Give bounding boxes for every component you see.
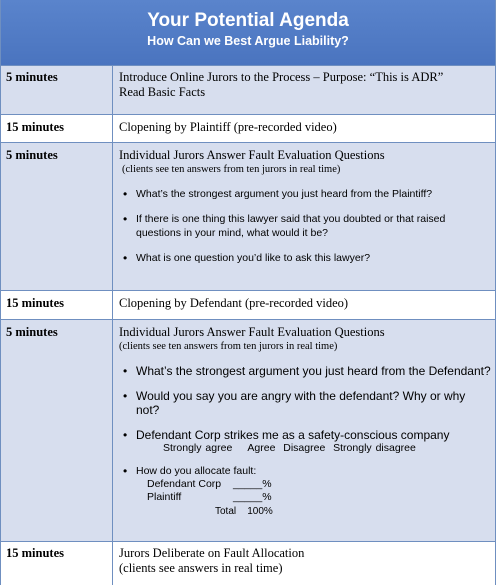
duration-cell: 5 minutes [1,320,113,541]
question-list [119,364,491,442]
list-item: • What is one question you’d like to ask this lawyer? [123,251,371,265]
allocation-row [147,478,491,491]
agenda-header [1,0,495,65]
scale-option: Disagree [283,442,326,454]
scale-option: Strongly disagree [333,442,416,454]
activity-text: Jurors Deliberate on Fault Allocation [119,546,305,560]
question-list [119,187,491,265]
allocation-list [119,464,491,478]
activity-note: (clients see ten answers from ten jurors in real time) [119,341,338,352]
bullet-icon: • [123,464,128,478]
activity-note: (clients see ten answers from ten jurors in real time) [122,164,341,175]
table-row [1,114,495,142]
agenda-title: Your Potential Agenda [147,10,349,31]
table-row [1,65,495,114]
bullet-icon: • [123,187,128,201]
allocation-table [147,478,491,518]
scale-option: Agree [247,442,276,454]
duration-cell: 15 minutes [1,542,113,585]
duration-cell: 15 minutes [1,115,113,142]
agreement-scale [163,442,491,454]
activity-cell [113,542,495,585]
allocation-blank: _____% [233,478,272,490]
list-item: • Defendant Corp strikes me as a safety-conscious company [123,428,450,442]
bullet-icon: • [123,212,128,226]
allocation-total [215,505,491,518]
activity-cell [113,291,495,319]
table-row [1,319,495,541]
activity-text: Introduce Online Jurors to the Process – Purpose: “This is ADR” [119,70,444,84]
list-item: • What’s the strongest argument you just heard from the Plaintiff? [123,187,433,201]
total-label: Total [215,506,237,517]
activity-text: Read Basic Facts [119,85,206,99]
scale-option: Strongly agree [163,442,233,454]
activity-cell [113,115,495,142]
activity-text: Individual Jurors Answer Fault Evaluation Questions [119,148,385,162]
duration-cell: 5 minutes [1,66,113,114]
table-row [1,290,495,319]
list-item: • How do you allocate fault: [123,464,257,478]
bullet-icon: • [123,428,128,442]
allocation-party: Defendant Corp [147,478,222,490]
duration-cell: 15 minutes [1,291,113,319]
activity-text: Clopening by Defendant (pre-recorded video) [119,296,349,310]
table-row [1,142,495,290]
bullet-icon: • [123,251,128,265]
bullet-icon: • [123,389,128,403]
agenda-subtitle: How Can we Best Argue Liability? [147,34,349,48]
bullet-icon: • [123,364,128,378]
list-item: • Would you say you are angry with the defendant? Why or why not? [123,389,466,417]
table-row [1,541,495,585]
allocation-party: Plaintiff [147,491,182,503]
activity-cell [113,320,495,541]
list-item: • If there is one thing this lawyer said that you doubted or that raised questions in your mind, what would it be? [123,212,446,239]
activity-text: Clopening by Plaintiff (pre-recorded video) [119,120,337,134]
allocation-row [147,491,491,504]
total-value: 100% [247,506,273,517]
activity-text: Individual Jurors Answer Fault Evaluation Questions [119,325,385,339]
activity-text: (clients see answers in real time) [119,561,283,575]
activity-cell [113,66,495,114]
activity-cell [113,143,495,290]
allocation-blank: _____% [233,491,272,503]
list-item: • What’s the strongest argument you just heard from the Defendant? [123,364,491,378]
duration-cell: 5 minutes [1,143,113,290]
